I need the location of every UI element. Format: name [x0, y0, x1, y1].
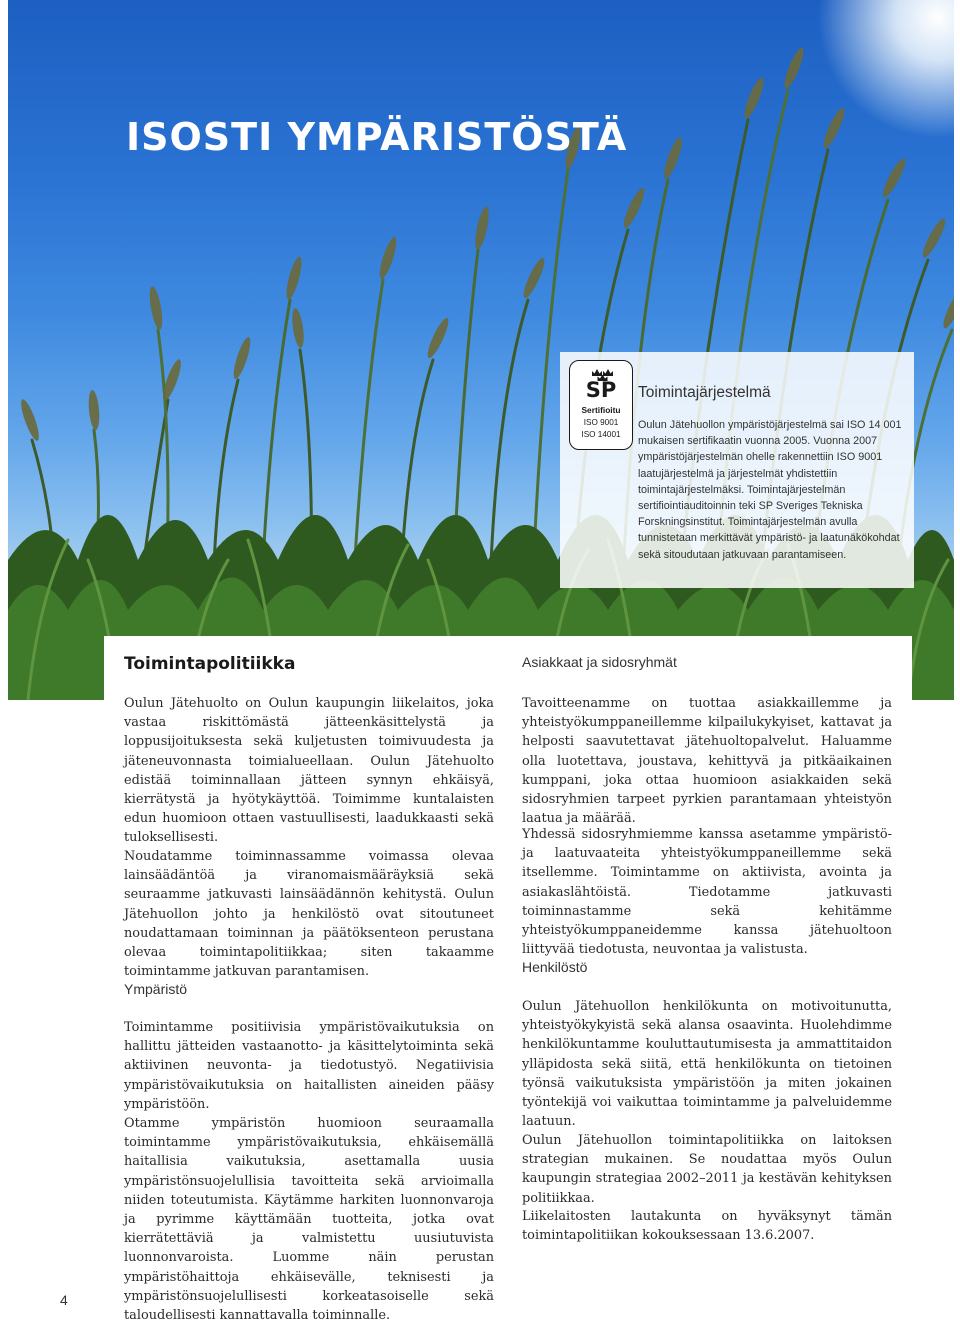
section-heading-customers: Asiakkaat ja sidosryhmät	[522, 654, 677, 670]
paragraph: Liikelaitosten lautakunta on hyväksynyt tämän toimintapolitiikan kokouksessaan 13.6.2007.	[522, 1209, 892, 1244]
paragraph: Otamme ympäristön huomioon seuraamalla toimintamme ympäristövaikutuksia, ehkäisemällä haitallisia vaikutuksia, asettamalla uusia ympäristönsuojelullisia tavoitteita sekä arvioimalla niiden toteutumista. Käytämme harkiten luonnonvaroja ja pyrimme käyttämään tuotteita, jotka ovat kierrätettäviä ja valmistettu uusiutuvista luonnonvaroista. Luomme näin perustan ympäristöhaittoja ehkäisevälle, teknisesti ja ympäristönsuojelullisesti korkeatasoiselle sekä taloudellisesti kannattavalla toiminnalle.	[124, 1116, 494, 1324]
certification-box	[560, 352, 914, 588]
paragraph: Tavoitteenamme on tuottaa asiakkaillemme ja yhteistyökumppaneillemme kilpailukykyiset, kattavat ja helposti saavutettavat jätehuoltopalvelut. Haluamme olla luotettava, joustava, kehittyvä ja pitkäaikainen kumppani, joka ottaa huomioon asiakkaiden sekä sidosryhmien tarpeet pyrkien parantamaan yhteistyön laatua ja määrää.	[522, 696, 892, 827]
paragraph: Yhdessä sidosryhmiemme kanssa asetamme ympäristö- ja laatuvaateita yhteistyökumppaneillemme sekä itsellemme. Toimintamme on aktiivista, avointa ja asiakaslähtöistä. Tiedotamme jatkuvasti toiminnastamme sekä kehitämme yhteistyökumppaneidemme kanssa jätehuoltoon liittyvää tiedotusta, neuvontaa ja valistusta.	[522, 827, 892, 958]
section-heading-policy: Toimintapolitiikka	[124, 654, 296, 674]
paragraph: Toimintamme positiivisia ympäristövaikutuksia on hallittu jätteiden vastaanotto- ja käsittelytoiminta sekä aktiivinen neuvonta- ja tiedotustyö. Negatiivisia ympäristövaikutuksia on haitallisten aineiden pääsy ympäristöön.	[124, 1020, 494, 1112]
hero-photo	[8, 0, 954, 700]
page-number: 4	[60, 1292, 68, 1308]
paragraph: Oulun Jätehuollon toimintapolitiikka on laitoksen strategian mukainen. Se noudattaa myös Oulun kaupungin strategiaa 2002–2011 ja kestävän kehityksen politiikkaa.	[522, 1133, 892, 1206]
logo-brand: SP	[585, 378, 617, 402]
text-panel	[104, 636, 912, 1324]
certification-heading: Toimintajärjestelmä	[638, 384, 771, 401]
logo-iso-14001: ISO 14001	[581, 430, 621, 439]
section-heading-environment: Ympäristö	[124, 981, 188, 997]
sp-certification-logo	[569, 360, 633, 450]
grass-illustration	[8, 0, 954, 700]
paragraph: Noudatamme toiminnassamme voimassa olevaa lainsäädäntöä ja viranomaismääräyksiä sekä seuraamme jatkuvasti lainsäädännön kehitystä. Oulun Jätehuollon johto ja henkilöstö ovat sitoutuneet noudattamaan toiminnan ja päätöksenteon perustana olevaa toimintapolitiikkaa; siten takaamme toimintamme jatkuvan parantamisen.	[124, 849, 494, 980]
logo-iso-9001: ISO 9001	[583, 418, 619, 427]
logo-word: Sertifioitu	[581, 405, 621, 415]
paragraph: Oulun Jätehuollon henkilökunta on motivoitunutta, yhteistyökykyistä sekä alansa osaavinta. Huolehdimme henkilökuntamme kouluttautumisesta ja ammattitaidon ylläpidosta sekä siitä, että henkilökunta on tietoinen työnsä vaikutuksista ympäristöön ja miten jokainen työntekijä voi vaikuttaa toimintamme ja palveluidemme laatuun.	[522, 999, 892, 1130]
certification-text: Oulun Jätehuollon ympäristöjärjestelmä sai ISO 14 001 mukaisen sertifikaatin vuonna 2005. Vuonna 2007 ympäristöjärjestelmän ohelle rakennettiin ISO 9001 laatujärjestelmä ja järjestelmät yhdistettiin toimintajärjestelmäksi. Toimintajärjestelmän sertifiointiauditoinnin teki SP Sveriges Tekniska Forskningsinstitut. Toimintajärjestelmän avulla tunnistetaan merkittävät ympäristö- ja laatunäkökohdat sekä sitoudutaan jatkuvaan parantamiseen.	[638, 419, 902, 561]
section-heading-staff: Henkilöstö	[522, 959, 588, 975]
paragraph: Oulun Jätehuolto on Oulun kaupungin liikelaitos, joka vastaa riskittömästä jätteenkäsittelystä ja loppusijoituksesta sekä kuljetusten toimivuudesta ja jäteneuvonnasta toimialueellaan. Oulun Jätehuolto edistää toiminnallaan jätteen synnyn ehkäisyä, kierrätystä ja hyötykäyttöä. Toimimme kuntalaisten edun huomioon ottaen vastuullisesti, laadukkaasti sekä tuloksellisesti.	[124, 696, 494, 846]
page-title: ISOSTI YMPÄRISTÖSTÄ	[126, 115, 628, 159]
